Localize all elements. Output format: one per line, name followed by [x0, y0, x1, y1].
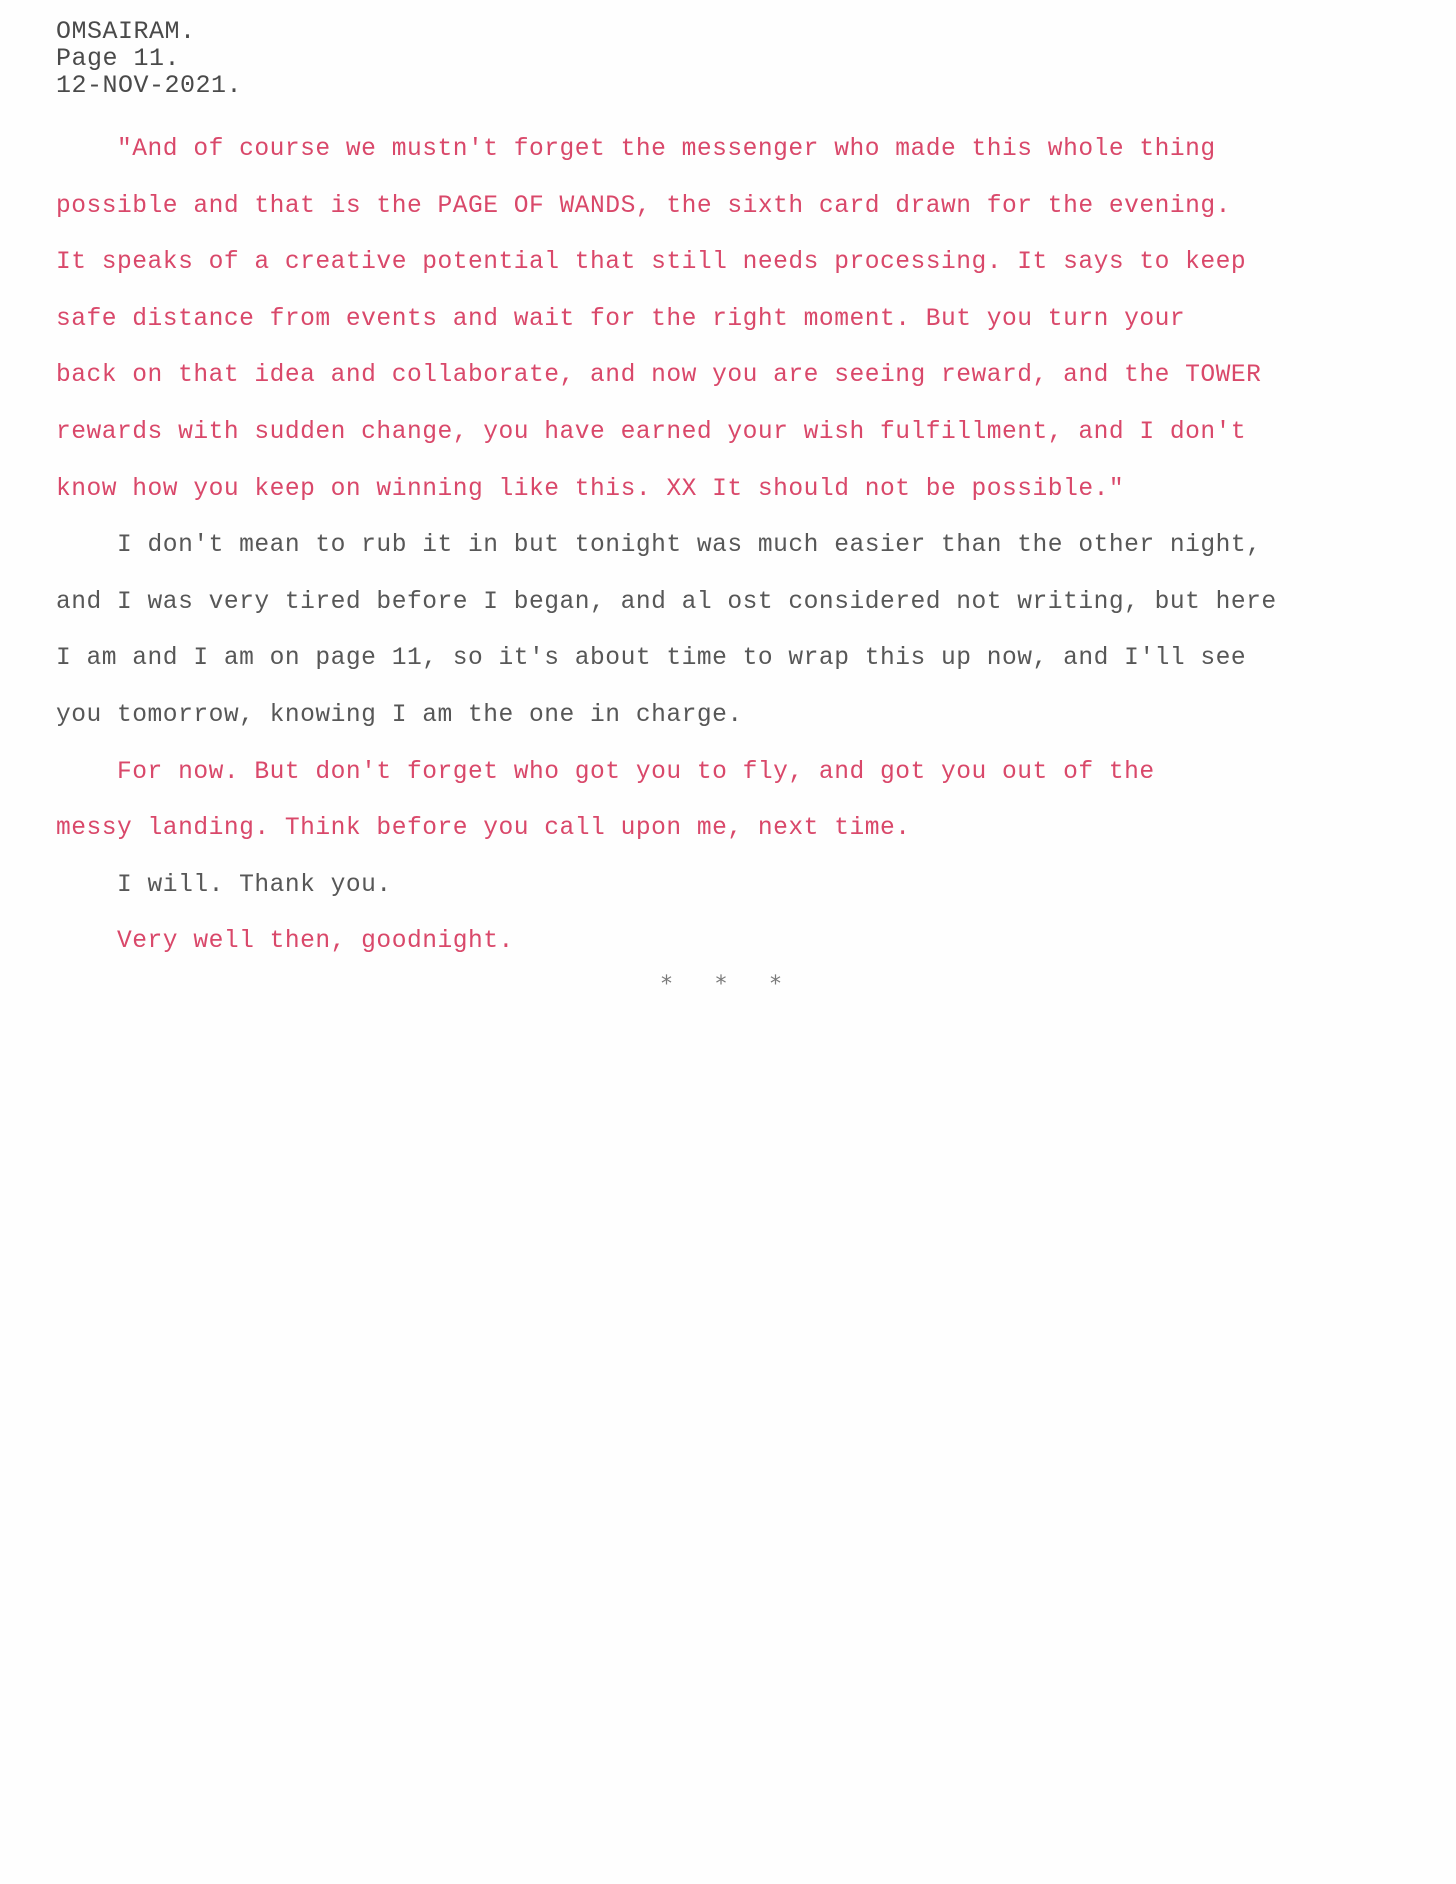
- text-line: I will. Thank you.: [56, 871, 392, 899]
- section-separator: * * *: [659, 972, 797, 997]
- text-line: rewards with sudden change, you have earned your wish fulfillment, and I don't: [56, 418, 1247, 446]
- text-line: I am and I am on page 11, so it's about time to wrap this up now, and I'll see: [56, 645, 1247, 673]
- text-line: and I was very tired before I began, and al ost considered not writing, but here: [56, 588, 1277, 616]
- text-line: Very well then, goodnight.: [56, 928, 514, 956]
- header-title: OMSAIRAM.: [56, 17, 196, 46]
- text-line: For now. But don't forget who got you to fly, and got you out of the: [56, 758, 1155, 786]
- text-line: "And of course we mustn't forget the messenger who made this whole thing: [56, 136, 1216, 163]
- text-line: know how you keep on winning like this. XX It should not be possible.": [56, 475, 1125, 503]
- text-line: back on that idea and collaborate, and now you are seeing reward, and the TOWER: [56, 362, 1262, 390]
- text-line: you tomorrow, knowing I am the one in charge.: [56, 701, 743, 729]
- typed-body: [56, 122, 1416, 971]
- header-page-number: Page 11.: [56, 44, 181, 73]
- text-line: possible and that is the PAGE OF WANDS, the sixth card drawn for the evening.: [56, 192, 1231, 220]
- text-line: It speaks of a creative potential that still needs processing. It says to keep: [56, 249, 1247, 277]
- text-line: safe distance from events and wait for the right moment. But you turn your: [56, 305, 1186, 333]
- page-header: [56, 18, 242, 99]
- text-line: I don't mean to rub it in but tonight was much easier than the other night,: [56, 532, 1262, 560]
- text-line: messy landing. Think before you call upon me, next time.: [56, 815, 911, 843]
- header-date: 12-NOV-2021.: [56, 71, 243, 100]
